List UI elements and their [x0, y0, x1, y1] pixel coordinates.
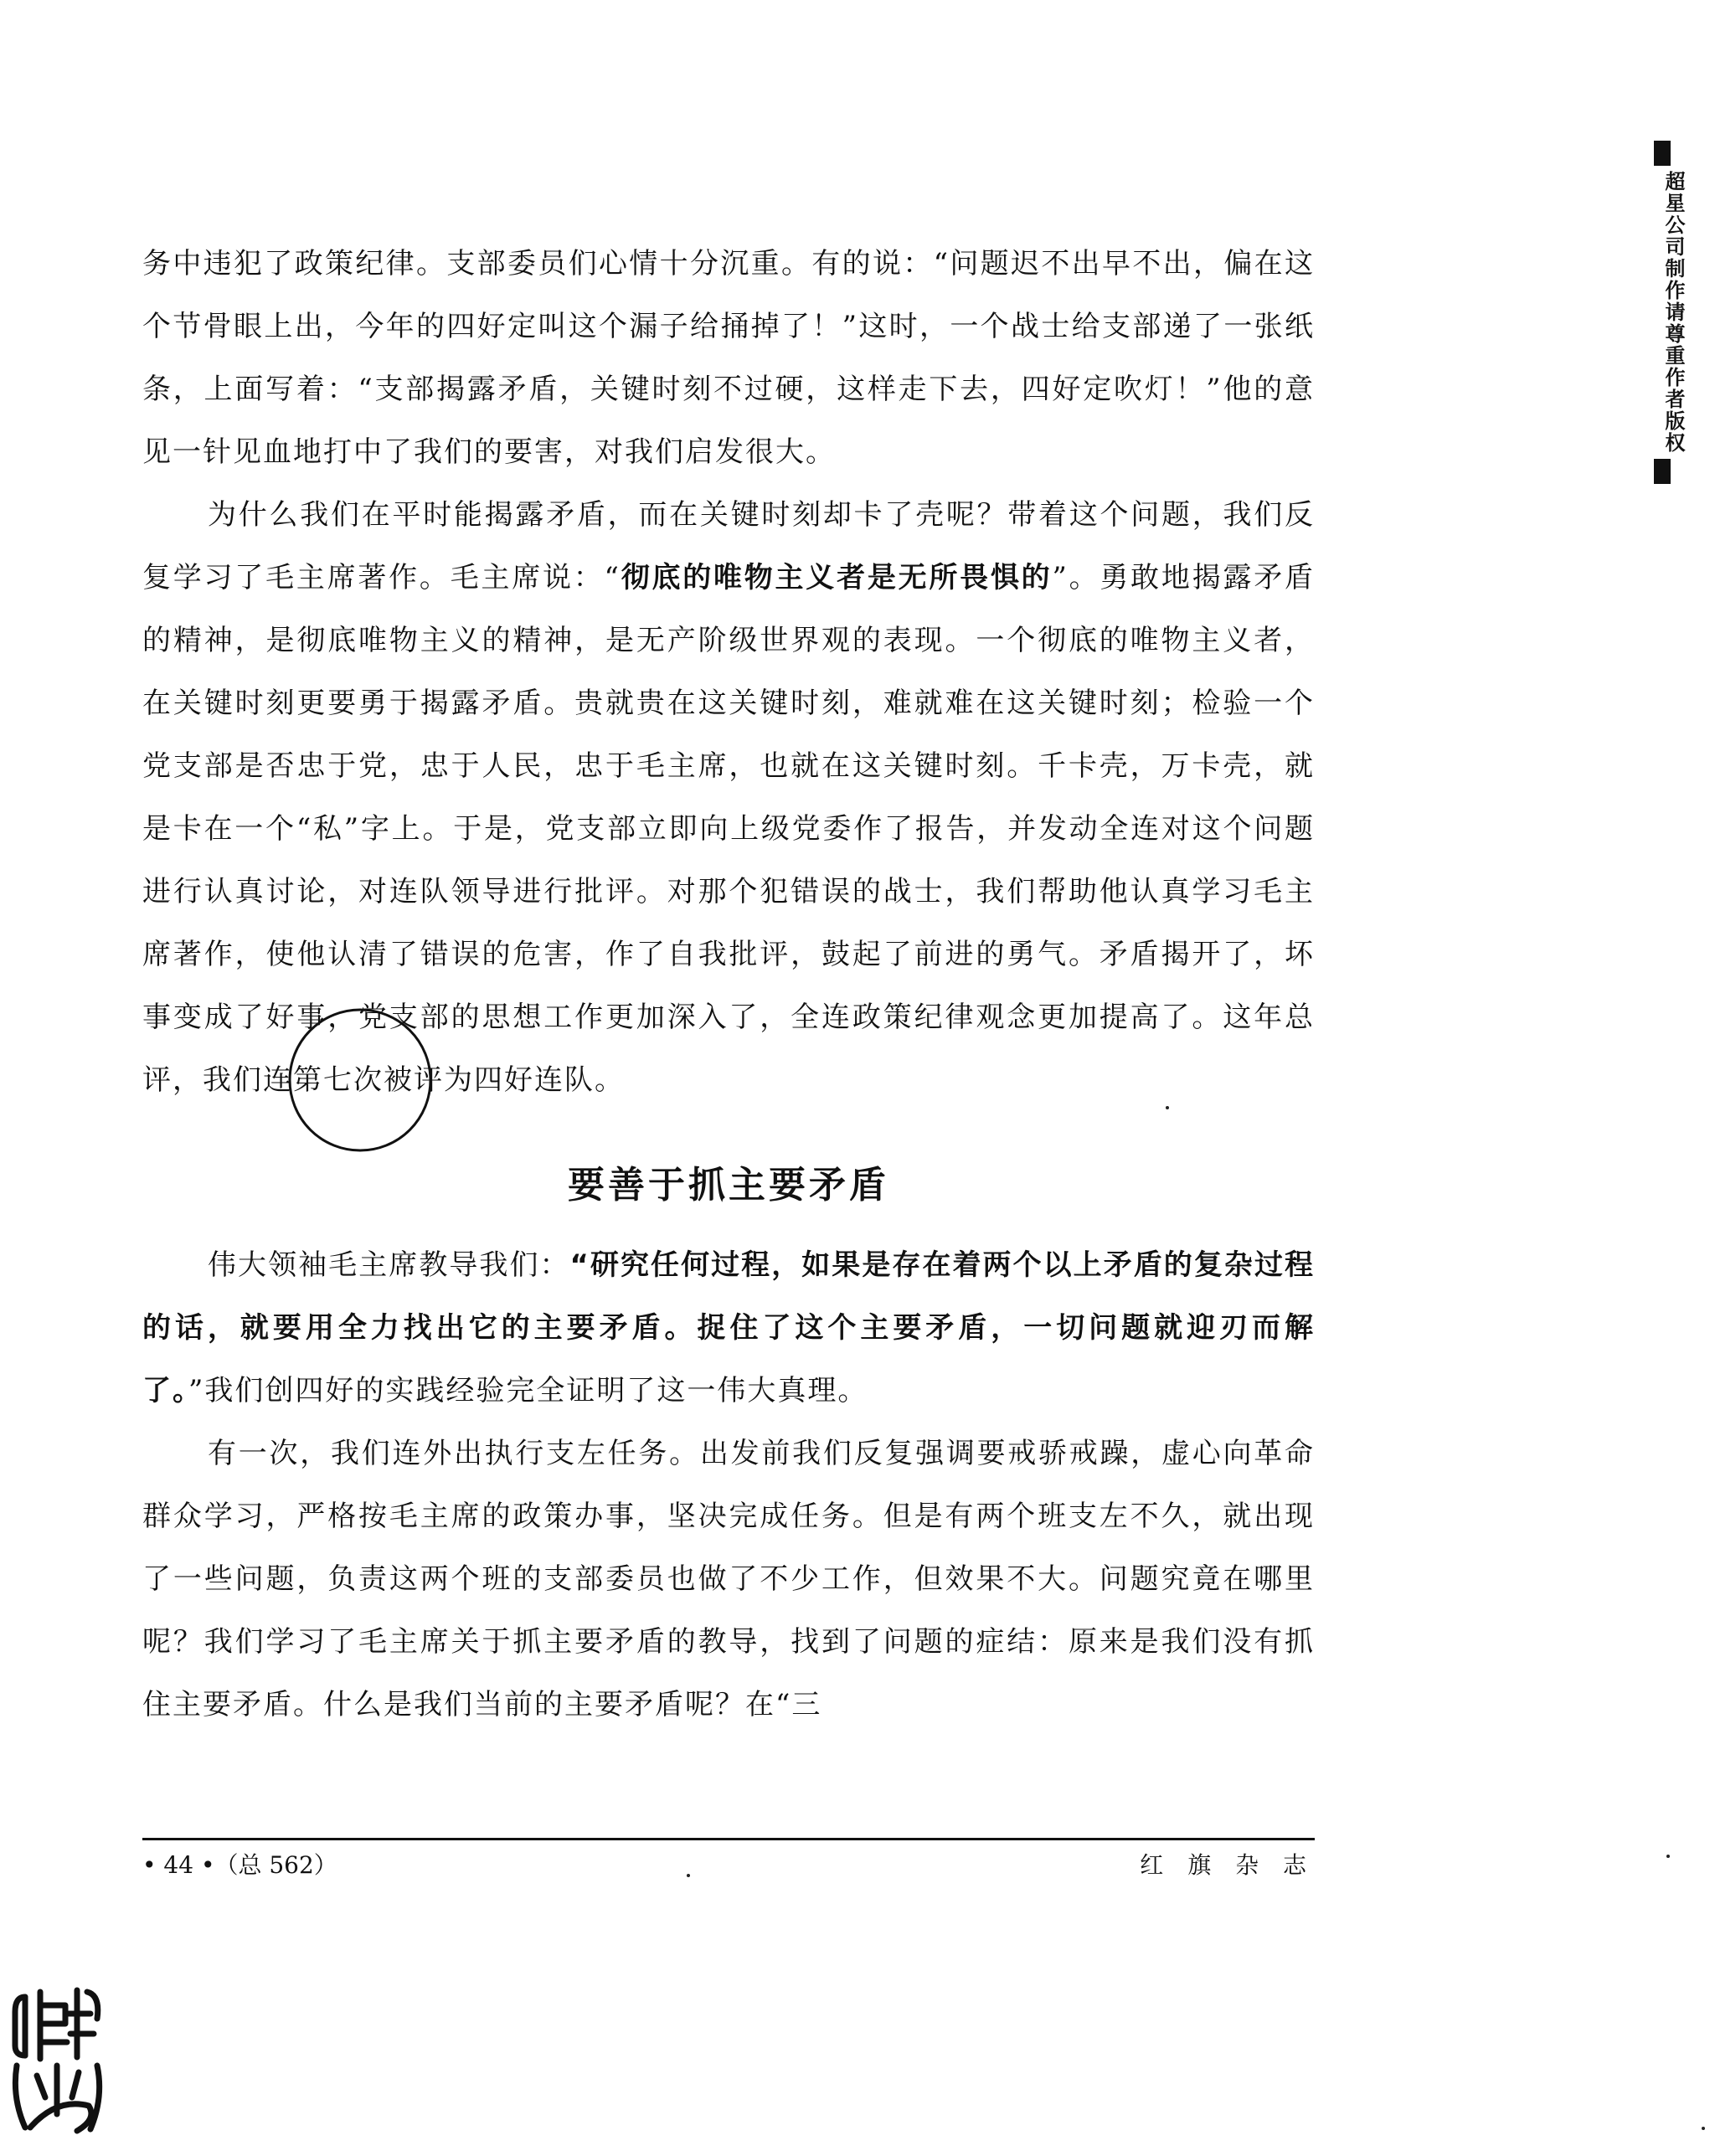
paragraph-1: 务中违犯了政策纪律。支部委员们心情十分沉重。有的说：“问题迟不出早不出，偏在这个节骨眼上出，今年的四好定叫这个漏子给捅掉了！”这时，一个战士给支部递了一张纸条，上面写着：“支部揭露矛盾，关键时刻不过硬，这样走下去，四好定吹灯！”他的意见一针见血地打中了我们的要害，对我们启发很大。 — [142, 247, 1315, 469]
seal-stamp — [7, 1972, 107, 2139]
watermark-top-bar — [1654, 141, 1671, 166]
paragraph-3-quotation: “研究任何过程，如果是存在着两个以上矛盾的复杂过程的话，就要用全力找出它的主要矛盾。捉住了这个主要矛盾，一切问题就迎刃而解了。 — [142, 1248, 1315, 1407]
article-body — [142, 233, 1315, 1737]
copyright-watermark — [1637, 141, 1686, 610]
paragraph-2-text-a: 为什么我们在平时能揭露矛盾，而在关键时刻却卡了壳呢？带着这个问题，我们反复学习了毛主席著作。毛主席说：“ — [142, 498, 1315, 594]
scan-speck — [1666, 1855, 1670, 1858]
watermark-text: 超星公司制作请尊重作者版权 — [1661, 171, 1685, 454]
scan-speck — [1702, 2127, 1705, 2130]
paragraph-3-text-b: ”我们创四好的实践经验完全证明了这一伟大真理。 — [188, 1374, 868, 1407]
paragraph-2-text-b: ”。勇敢地揭露矛盾的精神，是彻底唯物主义的精神，是无产阶级世界观的表现。一个彻底的唯物主义者，在关键时刻更要勇于揭露矛盾。贵就贵在这关键时刻，难就难在这关键时刻；检验一个党支部是否忠于党，忠于人民，忠于毛主席，也就在这关键时刻。千卡壳，万卡壳，就是卡在一个“私”字上。于是，党支部立即向上级党委作了报告，并发动全连对这个问题进行认真讨论，对连队领导进行批评。对那个犯错误的战士，我们帮助他认真学习毛主席著作，使他认清了错误的危害，作了自我批评，鼓起了前进的勇气。矛盾揭开了，坏事变成了好事，党支部的思想工作更加深入了，全连政策纪律观念更加提高了。这年总评，我们连第七次被评为四好连队。 — [142, 561, 1316, 1097]
section-title: 要善于抓主要矛盾 — [568, 1164, 889, 1207]
paragraph-3 — [142, 1234, 1315, 1423]
paragraph-4: 有一次，我们连外出执行支左任务。出发前我们反复强调要戒骄戒躁，虚心向革命群众学习，严格按毛主席的政策办事，坚决完成任务。但是有两个班支左不久，就出现了一些问题，负责这两个班的支部委员也做了不少工作，但效果不大。问题究竟在哪里呢？我们学习了毛主席关于抓主要矛盾的教导，找到了问题的症结：原来是我们没有抓住主要矛盾。什么是我们当前的主要矛盾呢？在“三 — [142, 1437, 1315, 1721]
paragraph-2-quotation: 彻底的唯物主义者是无所畏惧的 — [620, 561, 1053, 594]
paragraph-3-text-a: 伟大领袖毛主席教导我们： — [208, 1248, 570, 1282]
page-number: • 44 •（总 562） — [142, 1851, 337, 1879]
scan-speck — [1166, 1106, 1169, 1109]
watermark-bottom-bar — [1654, 459, 1671, 484]
footer-divider — [142, 1838, 1315, 1840]
page-footer — [142, 1849, 1315, 1882]
scan-speck — [687, 1874, 690, 1877]
library-stamp-circle — [285, 1005, 435, 1155]
journal-name: 红 旗 杂 志 — [1140, 1851, 1315, 1879]
